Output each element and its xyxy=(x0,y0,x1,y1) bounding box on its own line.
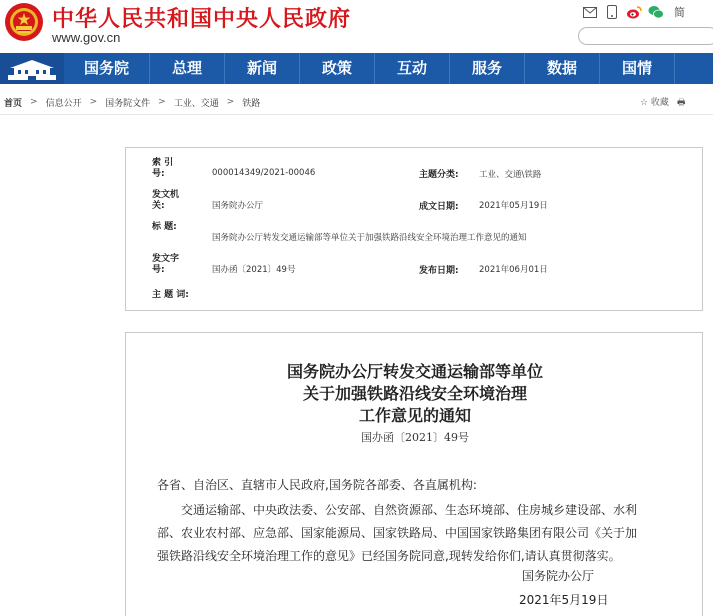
article-title-line-3: 工作意见的通知 xyxy=(358,406,471,425)
top-icon-bar xyxy=(582,4,685,20)
nav-item-interaction[interactable]: 互动 xyxy=(375,53,450,84)
nav-item-services[interactable]: 服务 xyxy=(450,53,525,84)
search-input[interactable] xyxy=(578,27,713,45)
written-date-label: 成文日期: xyxy=(419,202,459,212)
breadcrumb-separator: > xyxy=(226,97,235,107)
national-emblem-icon[interactable] xyxy=(4,2,44,42)
title-label: 标 题: xyxy=(152,222,177,232)
index-number-value: 000014349/2021-00046 xyxy=(212,168,316,178)
issuer-label: 发文机关: xyxy=(152,190,180,211)
breadcrumb-info-disclosure[interactable]: 信息公开 xyxy=(45,98,82,109)
nav-item-policies[interactable]: 政策 xyxy=(300,53,375,84)
article-body-line: 强铁路沿线安全环境治理工作的意见》已经国务院同意,现转发给你们,请认真贯彻落实。 xyxy=(157,549,621,563)
publish-date-value: 2021年06月01日 xyxy=(479,265,548,275)
language-switch[interactable]: 简 xyxy=(674,6,685,19)
nav-gate-logo[interactable] xyxy=(0,53,64,84)
nav-item-national-profile[interactable]: 国情 xyxy=(600,53,675,84)
nav-item-state-council[interactable]: 国务院 xyxy=(64,53,150,84)
article-title-line-1: 国务院办公厅转发交通运输部等单位 xyxy=(286,362,543,381)
breadcrumb-industry-transport[interactable]: 工业、交通 xyxy=(173,98,219,109)
header-divider xyxy=(0,114,713,115)
article-title-line-2: 关于加强铁路沿线安全环境治理 xyxy=(302,384,527,403)
index-number-label: 索 引 号: xyxy=(152,158,174,179)
breadcrumb-separator: > xyxy=(89,97,98,107)
mail-icon[interactable] xyxy=(582,4,598,20)
category-value: 工业、交通\铁路 xyxy=(479,170,542,180)
doc-number-label: 发文字号: xyxy=(152,254,180,275)
phone-icon[interactable] xyxy=(604,4,620,20)
publish-date-label: 发布日期: xyxy=(419,266,459,276)
document-metadata-box xyxy=(125,147,703,311)
doc-number-value: 国办函〔2021〕49号 xyxy=(212,265,296,275)
article-salutation: 各省、自治区、直辖市人民政府,国务院各部委、各直属机构: xyxy=(157,478,477,492)
wechat-icon[interactable] xyxy=(648,4,664,20)
article-body-line: 交通运输部、中央政法委、公安部、自然资源部、生态环境部、住房城乡建设部、水利 xyxy=(181,503,638,517)
breadcrumb-separator: > xyxy=(30,97,38,107)
breadcrumb xyxy=(0,93,713,111)
tiananmen-icon xyxy=(0,53,64,84)
breadcrumb-state-council-docs[interactable]: 国务院文件 xyxy=(105,98,151,109)
nav-item-premier[interactable]: 总理 xyxy=(150,53,225,84)
favorite-button[interactable]: ☆ 收藏 xyxy=(640,98,669,108)
site-url[interactable]: www.gov.cn xyxy=(52,30,121,45)
main-nav xyxy=(0,53,713,84)
category-label: 主题分类: xyxy=(419,170,459,180)
keywords-label: 主 题 词: xyxy=(152,290,189,300)
weibo-icon[interactable] xyxy=(626,4,642,20)
page-actions xyxy=(640,95,685,111)
site-title[interactable]: 中华人民共和国中央人民政府 xyxy=(52,6,352,32)
print-button[interactable]: 🖶 xyxy=(676,98,686,108)
article-body-line: 部、农业农村部、应急部、国家能源局、国家铁路局、中国国家铁路集团有限公司《关于加 xyxy=(157,526,638,540)
breadcrumb-separator: > xyxy=(158,97,166,107)
signature-organization: 国务院办公厅 xyxy=(522,569,595,583)
breadcrumb-railway[interactable]: 铁路 xyxy=(242,98,261,109)
nav-item-data[interactable]: 数据 xyxy=(525,53,600,84)
nav-item-news[interactable]: 新闻 xyxy=(225,53,300,84)
signature-date: 2021年5月19日 xyxy=(519,593,609,607)
written-date-value: 2021年05月19日 xyxy=(479,201,548,211)
site-header xyxy=(0,0,713,50)
breadcrumb-home[interactable]: 首页 xyxy=(4,98,23,109)
article-doc-number: 国办函〔2021〕49号 xyxy=(361,431,469,444)
title-value: 国务院办公厅转发交通运输部等单位关于加强铁路沿线安全环境治理工作意见的通知 xyxy=(212,233,527,243)
article-content-box xyxy=(125,332,703,616)
issuer-value: 国务院办公厅 xyxy=(212,201,264,211)
